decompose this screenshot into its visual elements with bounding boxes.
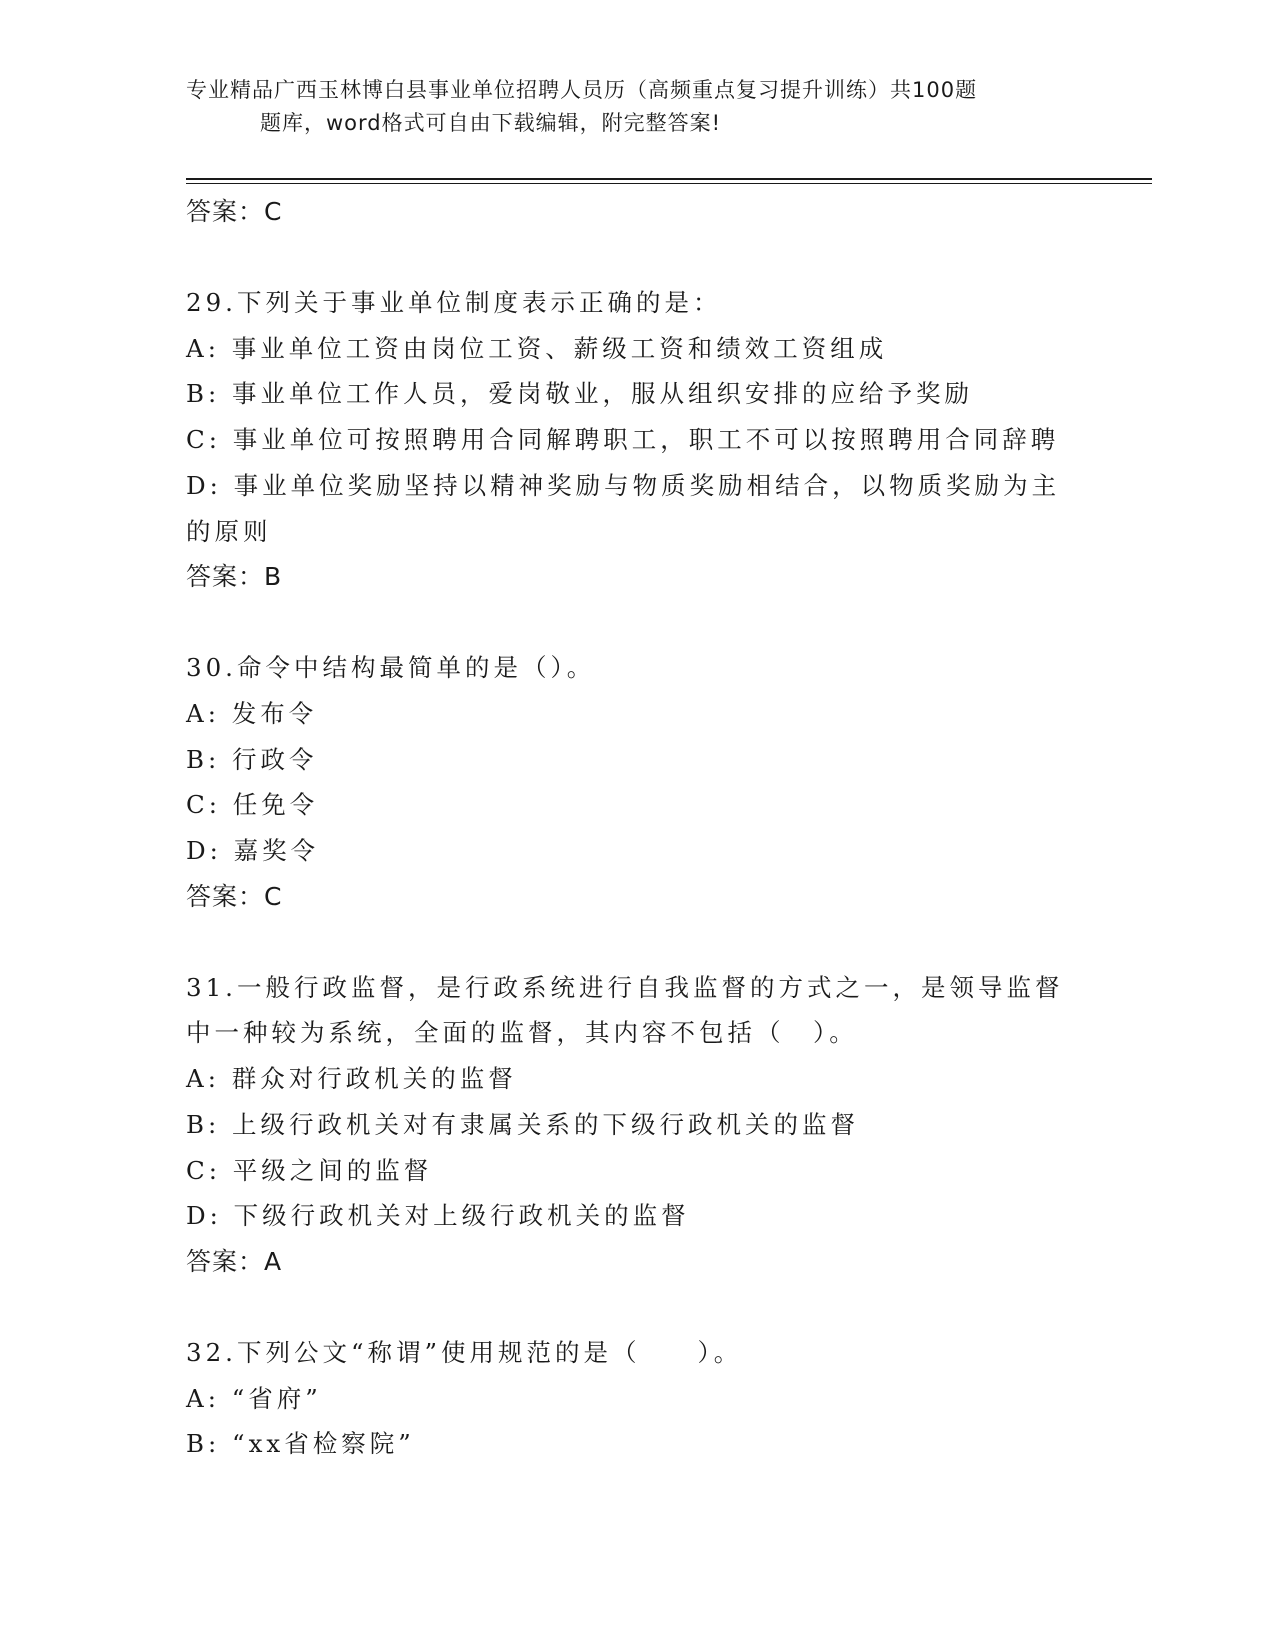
option-a: A: 事业单位工资由岗位工资、薪级工资和绩效工资组成: [186, 333, 888, 363]
question-32: [186, 1330, 1086, 1467]
question-text: 30.命令中结构最简单的是（）。: [186, 653, 596, 683]
option-b: B: “xx省检察院”: [186, 1429, 415, 1459]
question-29: [186, 280, 1086, 600]
option-c: C: 事业单位可按照聘用合同解聘职工，职工不可以按照聘用合同辞聘: [186, 425, 1060, 455]
answer-label: 答案：A: [186, 1246, 283, 1276]
option-d: D: 嘉奖令: [186, 836, 320, 866]
answer-label: 答案：C: [186, 197, 283, 226]
option-a: A: 群众对行政机关的监督: [186, 1064, 517, 1094]
question-text: 32.下列公文“称谓”使用规范的是（ ）。: [186, 1337, 743, 1367]
option-b: B: 事业单位工作人员，爱岗敬业，服从组织安排的应给予奖励: [186, 379, 974, 409]
question-text: 29.下列关于事业单位制度表示正确的是：: [186, 288, 722, 317]
option-b: B: 行政令: [186, 744, 318, 774]
header-title-line2: 题库，word格式可自由下载编辑，附完整答案!: [260, 111, 722, 135]
header-title-line1: 专业精品广西玉林博白县事业单位招聘人员历（高频重点复习提升训练）共100题: [186, 78, 978, 102]
header-divider-thick: [186, 178, 1152, 180]
option-c: C: 平级之间的监督: [186, 1155, 433, 1185]
option-b: B: 上级行政机关对有隶属关系的下级行政机关的监督: [186, 1109, 860, 1139]
option-c: C: 任免令: [186, 790, 319, 820]
option-d: D: 事业单位奖励坚持以精神奖励与物质奖励相结合，以物质奖励为主的原则: [186, 470, 1061, 546]
question-30: [186, 645, 1086, 920]
answer-label: 答案：B: [186, 562, 283, 592]
header-divider-thin: [186, 183, 1152, 184]
answer-label: 答案：C: [186, 881, 283, 911]
option-a: A: 发布令: [186, 698, 318, 728]
option-d: D: 下级行政机关对上级行政机关的监督: [186, 1201, 690, 1231]
question-text: 31.一般行政监督，是行政系统进行自我监督的方式之一，是领导监督中一种较为系统，全面的监督，其内容不包括（ ）。: [186, 972, 1064, 1048]
question-31: [186, 965, 1086, 1285]
option-a: A: “省府”: [186, 1383, 322, 1413]
document-header: [186, 74, 1106, 140]
question-list: [186, 189, 1086, 1467]
